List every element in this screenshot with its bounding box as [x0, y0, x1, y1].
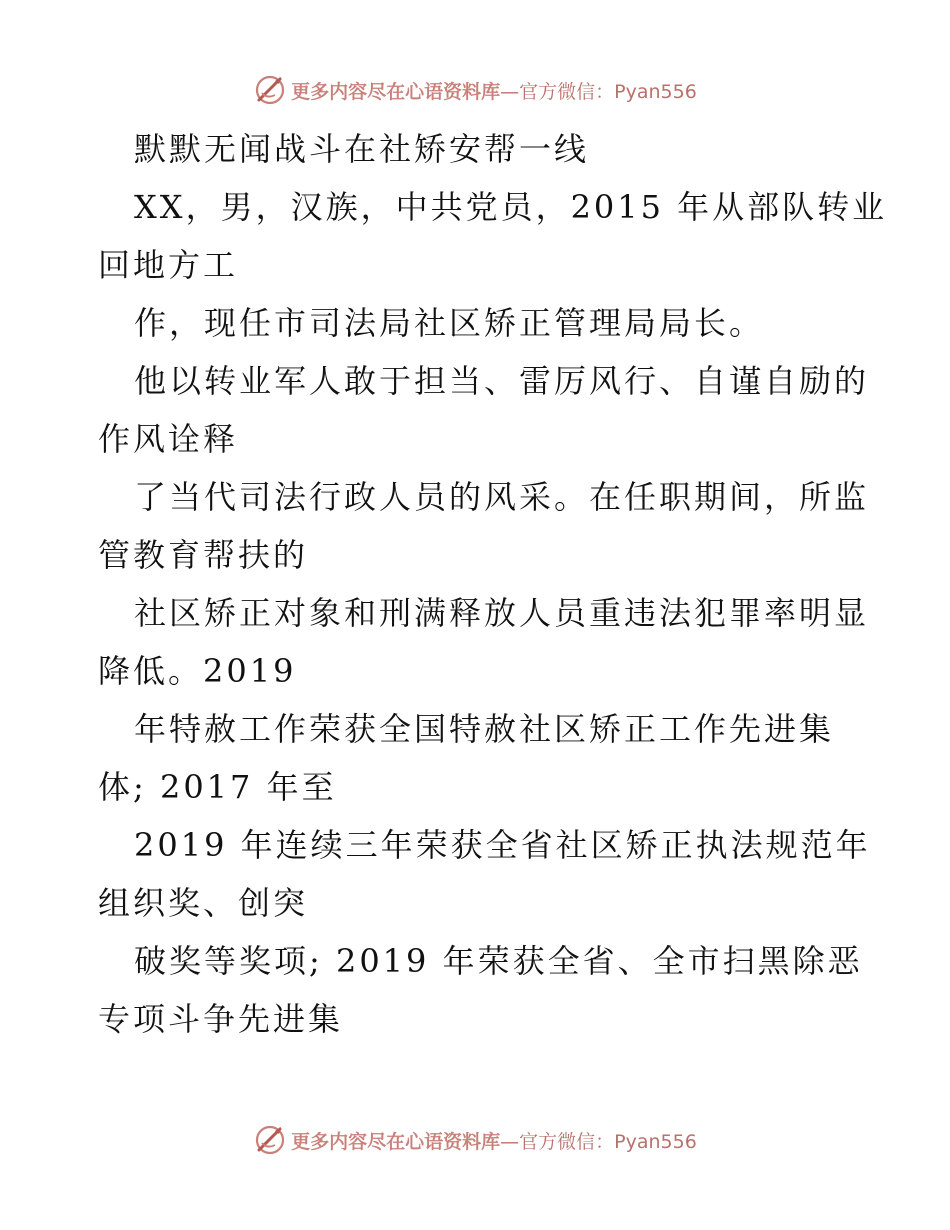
text-line: XX，男，汉族，中共党员，2015 年从部队转业 — [134, 188, 888, 226]
footer-watermark — [0, 1120, 950, 1160]
watermark-sub-text: —官方微信：Pyan556 — [500, 1130, 697, 1153]
text-line: 了当代司法行政人员的风采。在任职期间，所监 — [134, 478, 870, 516]
text-line: 管教育帮扶的 — [98, 536, 309, 574]
text-line: 2019 年连续三年荣获全省社区矫正执法规范年 — [134, 826, 871, 864]
text-line: 他以转业军人敢于担当、雷厉风行、自谨自励的 — [134, 362, 870, 400]
pen-logo-icon — [253, 73, 287, 107]
text-line: 年特赦工作荣获全国特赦社区矫正工作先进集 — [134, 710, 835, 748]
text-line: 破奖等奖项; 2019 年荣获全省、全市扫黑除恶 — [134, 942, 863, 980]
header-watermark — [0, 70, 950, 110]
text-line: 社区矫正对象和刑满释放人员重违法犯罪率明显 — [134, 594, 870, 632]
text-line: 专项斗争先进集 — [98, 1000, 344, 1038]
watermark-main-text: 更多内容尽在心语资料库 — [291, 1130, 501, 1153]
pen-logo-icon — [253, 1123, 287, 1157]
text-line: 作，现任市司法局社区矫正管理局局长。 — [134, 304, 765, 342]
text-line: 组织奖、创突 — [98, 884, 309, 922]
text-line: 体; 2017 年至 — [98, 768, 337, 806]
text-line: 降低。2019 — [98, 652, 297, 690]
text-line: 回地方工 — [98, 246, 239, 284]
text-line: 作风诠释 — [98, 420, 239, 458]
document-title: 默默无闻战斗在社矫安帮一线 — [134, 130, 590, 168]
document-body — [98, 120, 888, 1048]
watermark-main-text: 更多内容尽在心语资料库 — [291, 80, 501, 103]
watermark-sub-text: —官方微信：Pyan556 — [500, 80, 697, 103]
